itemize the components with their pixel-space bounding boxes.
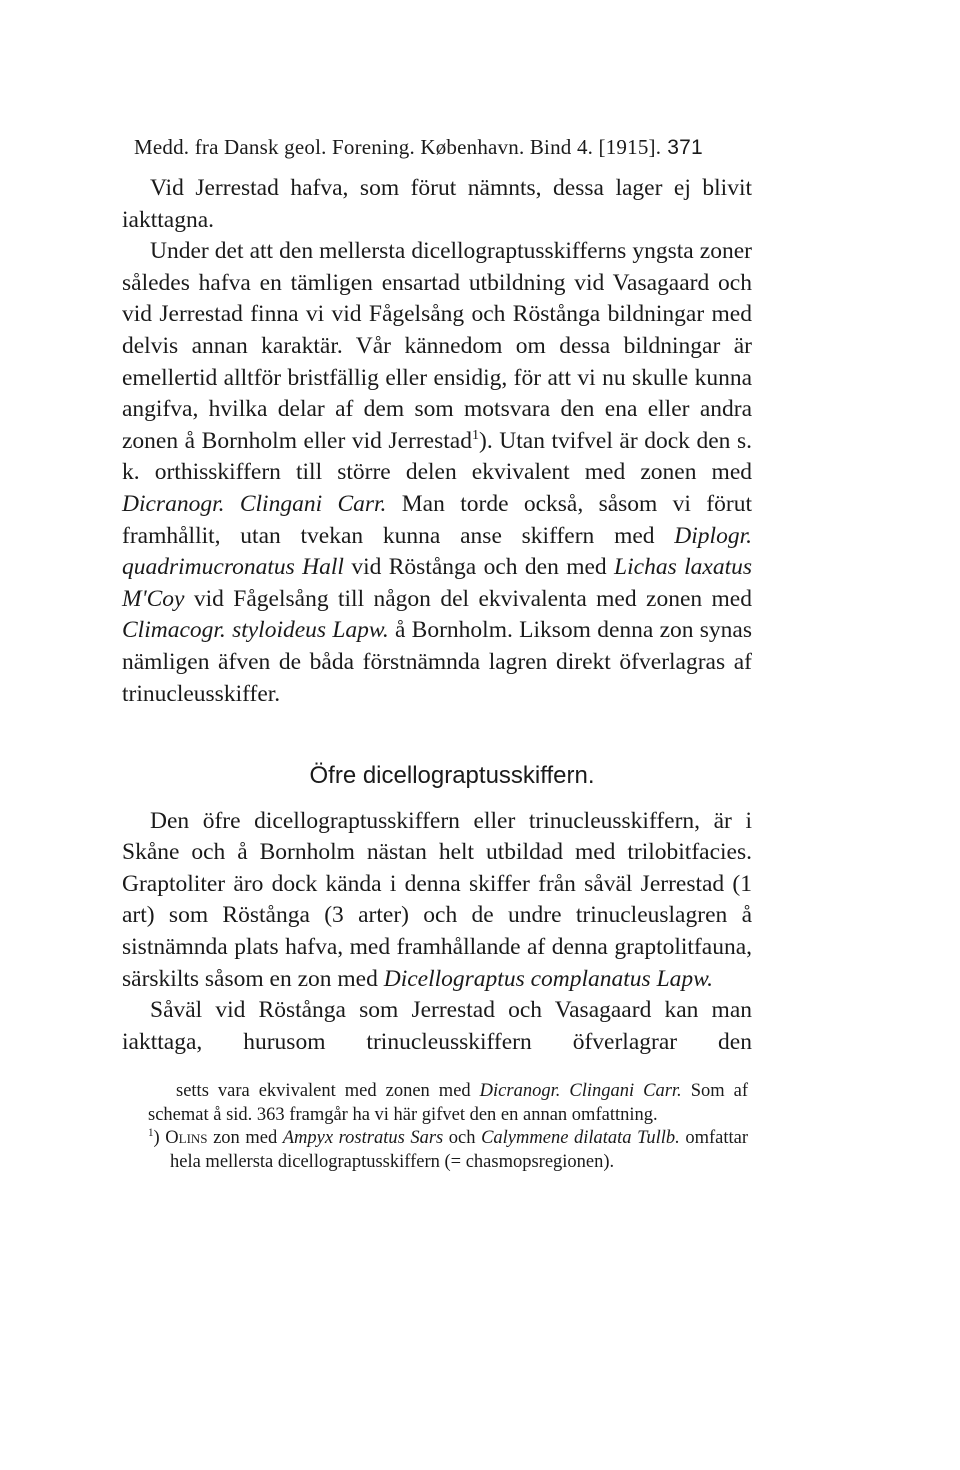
text-run: Den öfre dicellograptusskiffern eller trinucleusskiffern, är i Skåne och å Bornholm nästan helt utbildad med trilobitfacies. Graptoliter äro dock kända i denna skiffer från såväl Jerrestad (1 art) som Röstånga (3 arter) och de undre trinucleuslagren å sistnämnda plats hafva, med framhållande af denna graptolitfauna, särskilts såsom en zon med — [122, 807, 752, 992]
paragraph: Såväl vid Röstånga som Jerrestad och Vasagaard kan man iakttaga, hurusom trinucleusskiffern öfverlagrar den — [122, 997, 752, 1055]
text-run: vid Röstånga och den med — [343, 554, 615, 581]
footnote-reference: 1 — [471, 426, 479, 443]
text-run: setts vara ekvivalent med zonen med — [176, 1081, 480, 1102]
species-name: Ampyx rostratus Sars — [282, 1128, 444, 1149]
species-name: Dicranogr. Clingani Carr. — [479, 1081, 682, 1102]
species-name: Climacogr. styloideus Lapw. — [122, 617, 389, 644]
species-name: Dicellograptus complanatus Lapw. — [383, 965, 713, 992]
paragraph — [122, 236, 752, 710]
running-head-text: Medd. fra Dansk geol. Forening. København. Bind 4. [1915]. — [134, 135, 662, 159]
text-run: zon med — [207, 1128, 283, 1149]
section-heading: Öfre dicellograptusskiffern. — [309, 762, 595, 790]
footnote-marker: 1 — [148, 1127, 154, 1140]
text-run: å Bornholm. Liksom denna zon synas nämligen äfven de båda förstnämnda lagren direkt öfverlagras af trinucleusskiffer. — [122, 617, 752, 707]
text-run: Under det att den mellersta dicellograptusskifferns yngsta zoner således hafva en tämligen ensartad utbildning vid Vasagaard och vid Jerrestad finna vi vid Fågelsång och Röstånga bildningar med delvis annan karaktär. Vår kännedom om dessa bildningar är emellertid alltför bristfällig eller ensidig, för att vi nu skulle kunna angifva, hvilka delar af dem som motsvara den ena eller andra zonen å Bornholm eller vid Jerrestad — [122, 238, 752, 454]
footnote-1: $^1$) Olins zon med Ampyx rostratus Sars och Calymmene dilatata Tullb. omfattar hela mellersta dicellograptusskiffern (= chasmopsregionen). — [148, 1127, 748, 1172]
text-run: omfattar hela mellersta dicellograptusskiffern (= chasmopsregionen). — [170, 1128, 748, 1172]
footnotes — [148, 1080, 748, 1174]
text-run: Man torde också, såsom vi förut framhållit, utan tvekan kunna anse skiffern med — [122, 490, 752, 549]
running-header — [134, 133, 752, 173]
species-name: Diplogr. quadrimucronatus Hall — [122, 522, 752, 581]
text-run: och — [443, 1128, 482, 1149]
page-number: 371 — [667, 136, 703, 159]
species-name: Calymmene dilatata Tullb. — [481, 1128, 680, 1149]
paragraph — [122, 806, 752, 996]
text-run: Som af schemat å sid. 363 framgår ha vi här gifvet den en annan omfattning. — [148, 1081, 748, 1125]
author-name: Olins — [165, 1128, 208, 1149]
text-run: vid Fågelsång till någon del ekvivalenta med zonen med — [184, 585, 752, 612]
species-name: Dicranogr. Clingani Carr. — [122, 490, 387, 517]
footnote-continuation — [148, 1080, 748, 1127]
document-page — [122, 133, 752, 1174]
paragraph: Vid Jerrestad hafva, som förut nämnts, dessa lager ej blivit iakttagna. — [122, 175, 752, 233]
text-run: ). Utan tvifvel är dock den s. k. orthisskiffern till större delen ekvivalent med zonen med — [122, 427, 752, 486]
species-name: Lichas laxatus M'Coy — [122, 554, 752, 612]
main-text — [122, 173, 752, 1058]
